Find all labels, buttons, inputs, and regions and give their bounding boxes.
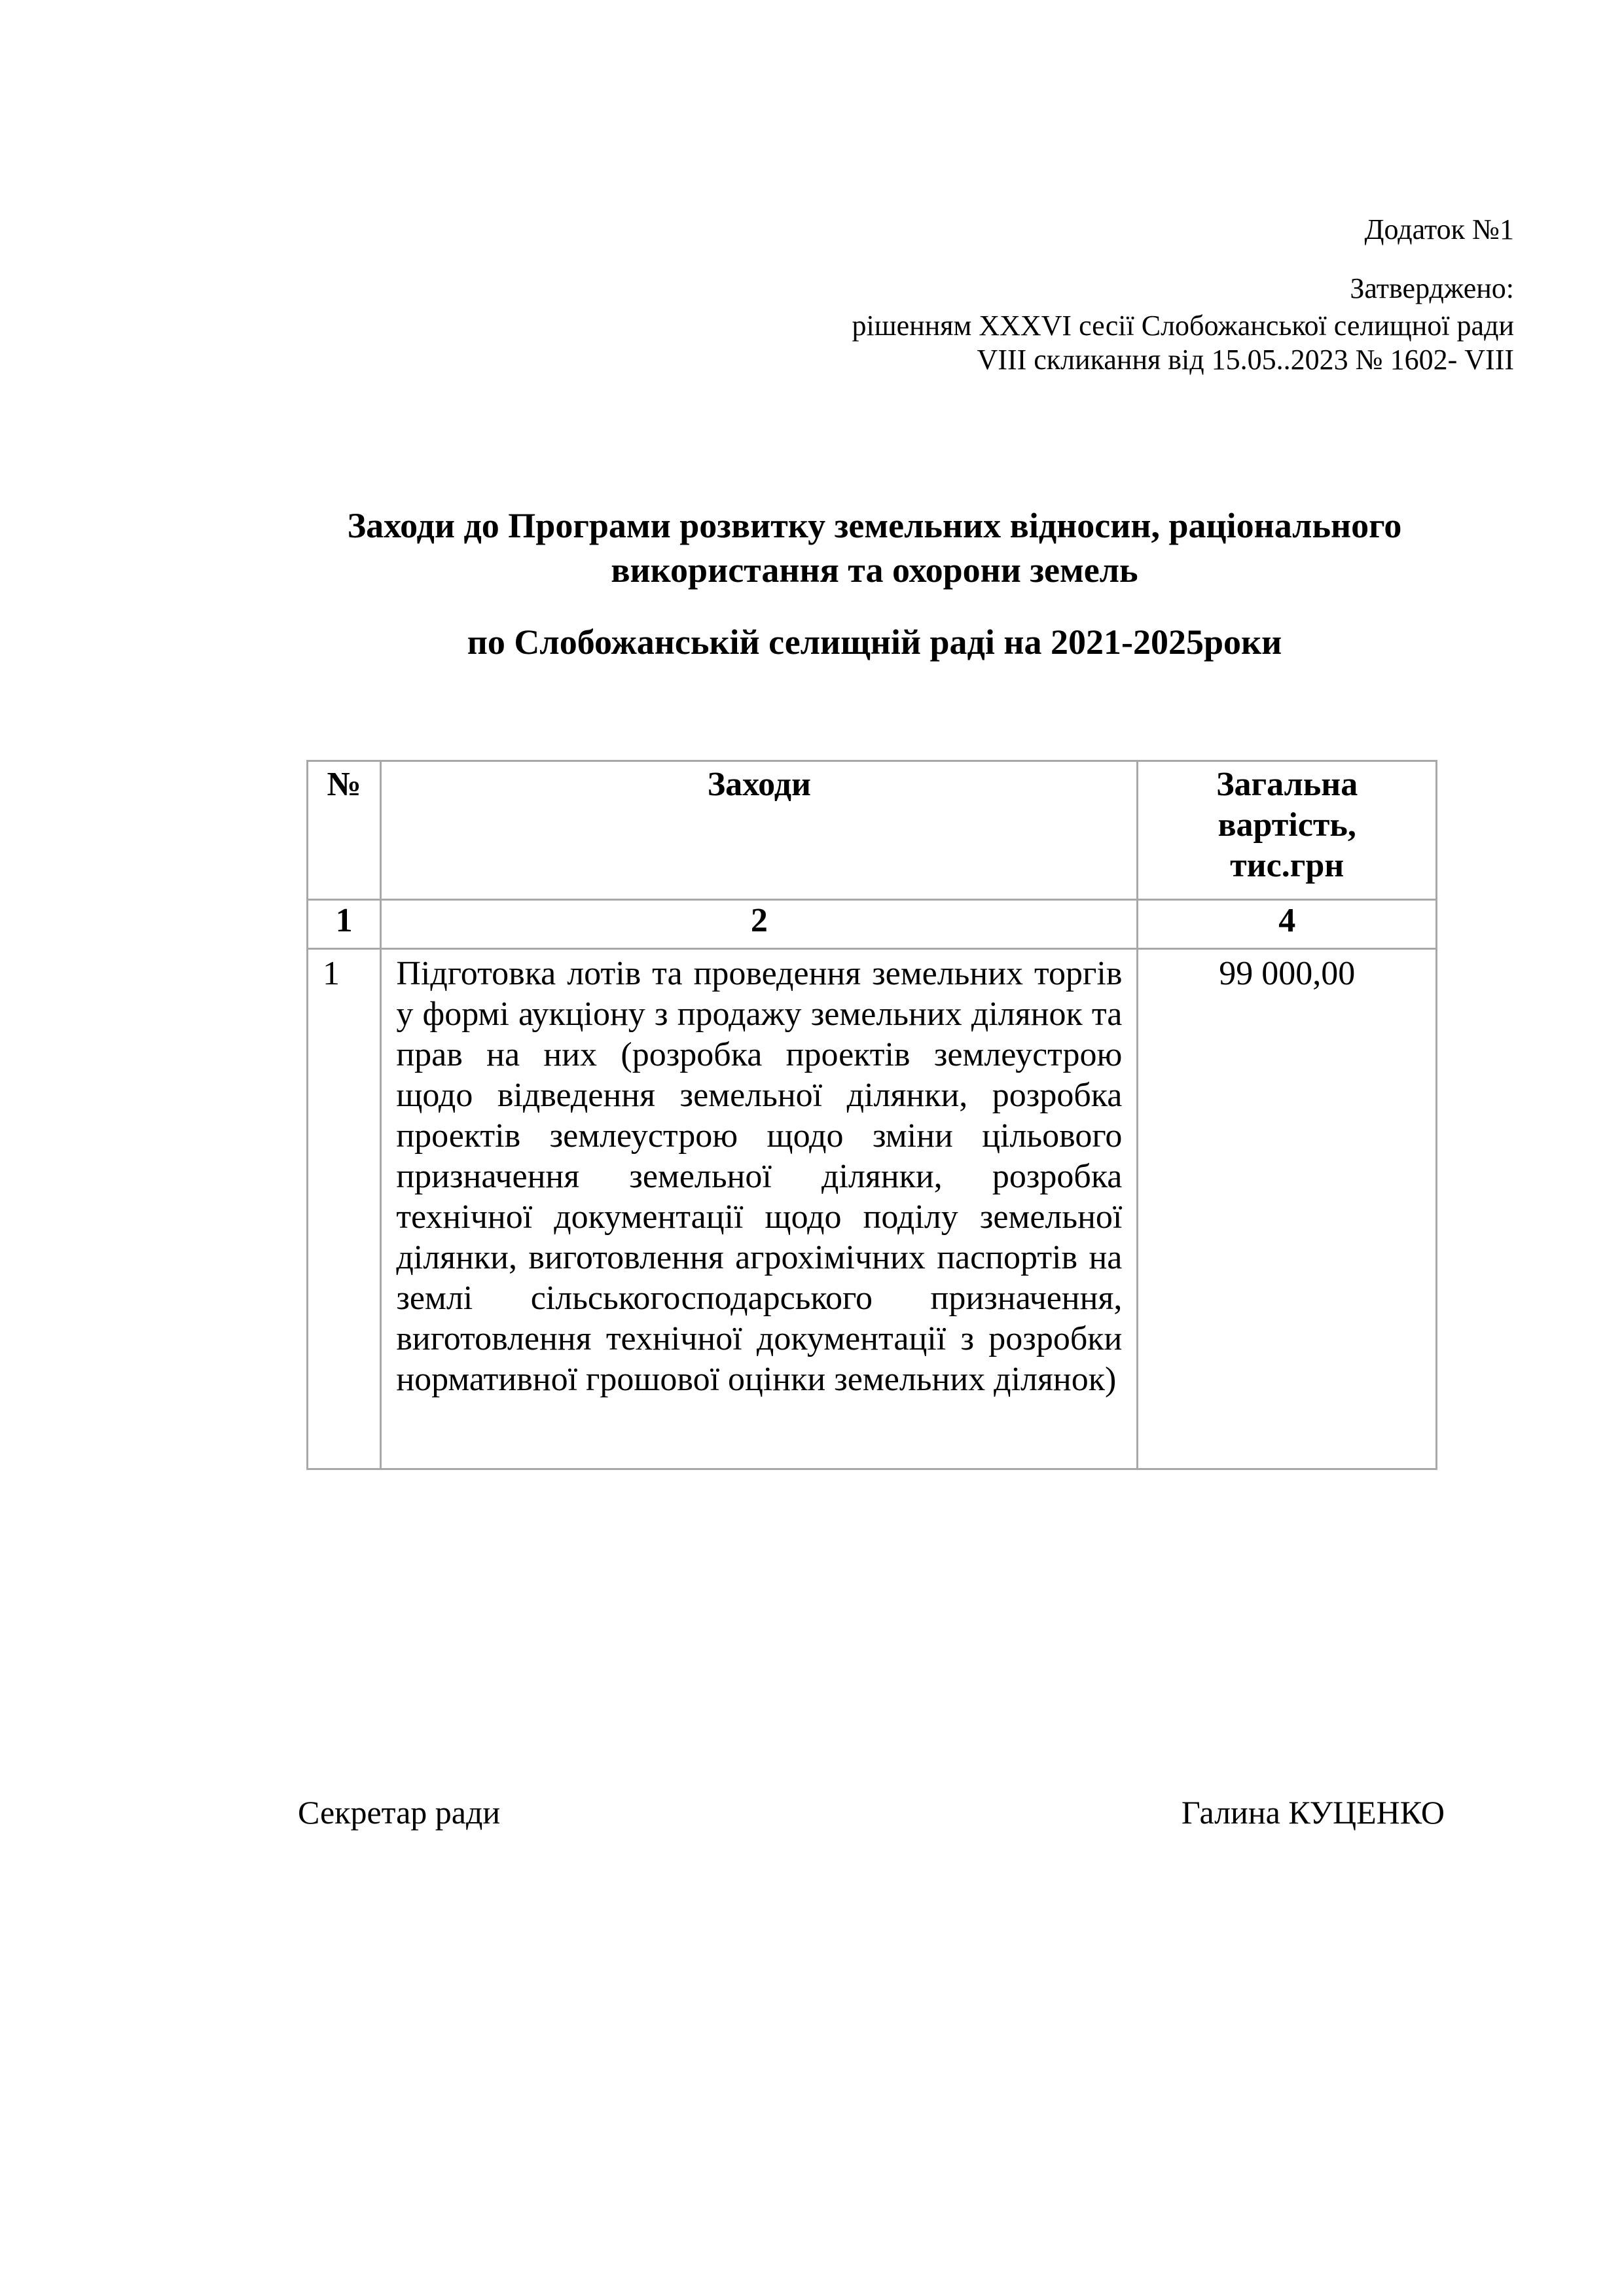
column-number-2: 2	[381, 900, 1138, 949]
column-number-row	[308, 900, 1437, 949]
decision-line-2: VIII скликання від 15.05..2023 № 1602- VIII	[977, 344, 1514, 376]
approved-label: Затверджено:	[1350, 272, 1514, 304]
column-number-1: 1	[308, 900, 381, 949]
decision-line-1: рішенням XXXVI сесії Слобожанської селищної ради	[852, 310, 1514, 342]
header-cost	[1138, 761, 1437, 900]
title-line-3: по Слобожанській селищній раді на 2021-2025роки	[467, 622, 1282, 662]
appendix-label: Додаток №1	[1364, 213, 1514, 245]
measures-table	[306, 760, 1437, 1470]
column-number-4: 4	[1138, 900, 1437, 949]
table-header-row	[308, 761, 1437, 900]
table-row	[308, 949, 1437, 1469]
header-measures: Заходи	[381, 761, 1138, 900]
row-cost: 99 000,00	[1138, 949, 1437, 1469]
signature-name: Галина КУЦЕНКО	[1181, 1794, 1445, 1831]
signature-position: Секретар ради	[298, 1794, 501, 1831]
row-number: 1	[308, 949, 381, 1469]
header-cost-text: Загальна вартість, тис.грн	[1216, 766, 1358, 884]
title-line-2: використання та охорони земель	[611, 550, 1138, 590]
title-line-1: Заходи до Програми розвитку земельних відносин, раціонального	[347, 506, 1402, 545]
header-number: №	[308, 761, 381, 900]
row-measure: Підготовка лотів та проведення земельних торгів у формі аукціону з продажу земельних ділянок та прав на них (розробка проектів землеустрою щодо відведення земельної ділянки, розробка проектів землеустрою щодо зміни цільового призначення земельної ділянки, розробка технічної документації щодо поділу земельної ділянки, виготовлення агрохімічних паспортів на землі сільськогосподарського призначення, виготовлення технічної документації з розробки нормативної грошової оцінки земельних ділянок)	[381, 949, 1138, 1469]
